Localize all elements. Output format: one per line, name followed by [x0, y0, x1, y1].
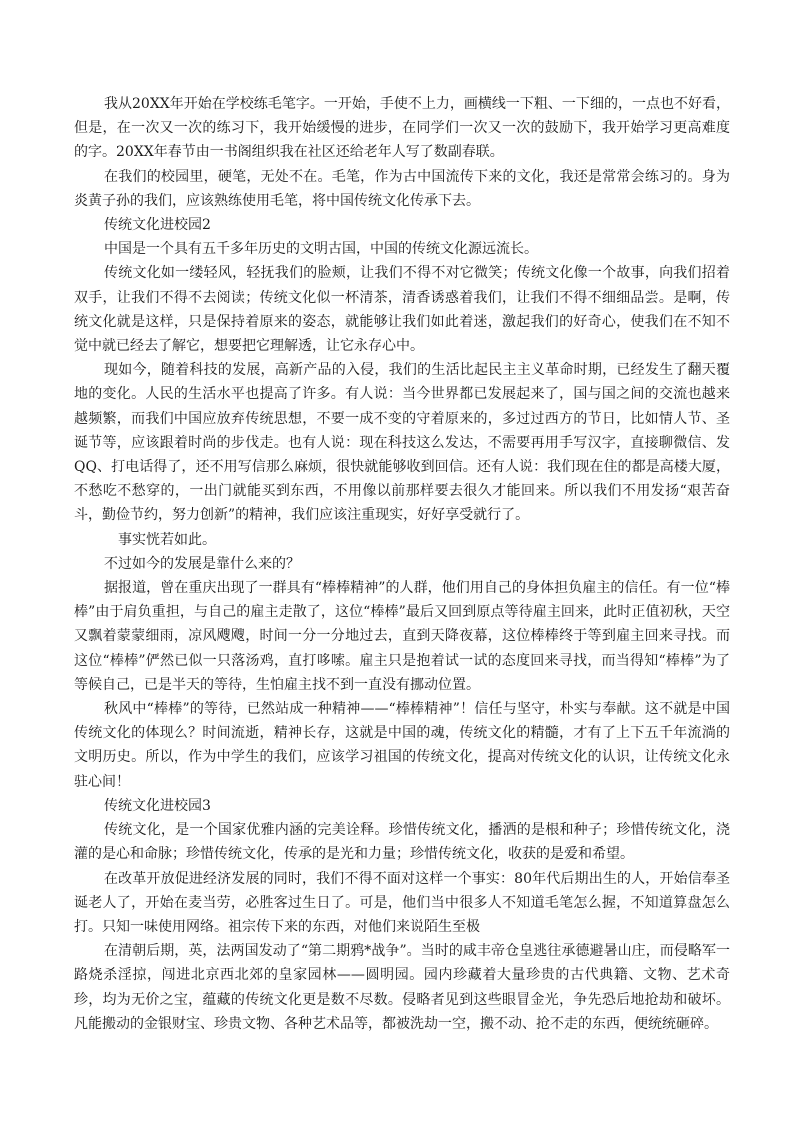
document-body — [74, 92, 730, 1036]
paragraph-brush-on-campus: 在我们的校园里，硬笔，无处不在。毛笔，作为古中国流传下来的文化，我还是常常会练习的。身为炎黄子孙的我们，应该熟练使用毛笔，将中国传统文化传承下去。 — [74, 168, 730, 209]
paragraph-ancient-civilization: 中国是一个具有五千多年历史的文明古国，中国的传统文化源远流长。 — [104, 241, 538, 258]
paragraph-reform-opening: 在改革开放促进经济发展的同时，我们不得不面对这样一个事实：80年代后期出生的人，开始信奉圣诞老人了，开始在麦当劳，必胜客过生日了。可是，他们当中很多人不知道毛笔怎么握，不知道算盘怎么打。只知一味使用网络。祖宗传下来的东西，对他们来说陌生至极 — [74, 870, 730, 935]
paragraph-bangbang-report: 据报道，曾在重庆出现了一群具有“棒棒精神”的人群，他们用自己的身体担负雇主的信任。有一位“棒棒”由于肩负重担，与自己的雇主走散了，这位“棒棒”最后又回到原点等待雇主回来，此时正值初秋，天空又飘着蒙蒙细雨，凉风飕飕，时间一分一分地过去，直到天降夜幕，这位棒棒终于等到雇主回来寻找。而这位“棒棒”俨然已似一只落汤鸡，直打哆嗦。雇主只是抱着试一试的态度回来寻找，而当得知“棒棒”为了等候自己，已是半天的等待，生怕雇主找不到一直没有挪动位置。 — [74, 580, 730, 693]
section-heading-3: 传统文化进校园3 — [104, 797, 211, 814]
paragraph-technology-development: 现如今，随着科技的发展，高新产品的入侵，我们的生活比起民主主义革命时期，已经发生了翻天覆地的变化。人民的生活水平也提高了许多。有人说：当今世界都已发展起来了，国与国之间的交流也越来越频繁，而我们中国应放弃传统思想，不要一成不变的守着原来的，多过过西方的节日，比如情人节、圣诞节等，应该跟着时尚的步伐走。也有人说：现在科技这么发达，不需要再用手写汉字，直接聊微信、发QQ、打电话得了，还不用写信那么麻烦，很快就能够收到回信。还有人说：我们现在住的都是高楼大厦，不愁吃不愁穿的，一出门就能买到东西，不用像以前那样要去很久才能回来。所以我们不用发扬“艰苦奋斗，勤俭节约，努力创新”的精神，我们应该注重现实，好好享受就行了。 — [74, 362, 730, 524]
section-heading-2: 传统文化进校园2 — [104, 217, 211, 234]
paragraph-fact-seems-so: 事实恍若如此。 — [118, 531, 216, 548]
paragraph-cherish-culture: 传统文化，是一个国家优雅内涵的完美诠释。珍惜传统文化，播洒的是根和种子；珍惜传统文化，浇灌的是心和命脉；珍惜传统文化，传承的是光和力量；珍惜传统文化，收获的是爱和希望。 — [74, 822, 730, 863]
paragraph-calligraphy-practice: 我从20XX年开始在学校练毛笔字。一开始，手使不上力，画横线一下粗、一下细的，一点也不好看，但是，在一次又一次的练习下，我开始缓慢的进步，在同学们一次又一次的鼓励下，我开始学习更高难度的字。20XX年春节由一书阁组织我在社区还给老年人写了数副春联。 — [74, 96, 730, 161]
paragraph-culture-like-breeze: 传统文化如一缕轻风，轻抚我们的脸颊，让我们不得不对它微笑；传统文化像一个故事，向我们招着双手，让我们不得不去阅读；传统文化似一杯清茶，清香诱惑着我们，让我们不得不细细品尝。是啊，传统文化就是这样，只是保持着原来的姿态，就能够让我们如此着迷，激起我们的好奇心，使我们在不知不觉中就已经去了解它，想要把它理解透，让它永存心中。 — [74, 265, 730, 355]
paragraph-question-development: 不过如今的发展是靠什么来的？ — [104, 555, 300, 572]
paragraph-qing-dynasty: 在清朝后期，英，法两国发动了“第二期鸦*战争”。当时的咸丰帝仓皇逃往承德避暑山庄，而侵略军一路烧杀淫掠，闯进北京西北郊的皇家园林——圆明园。园内珍藏着大量珍贵的古代典籍、文物、艺术奇珍，均为无价之宝，蕴藏的传统文化更是数不尽数。侵略者见到这些眼冒金光，争先恐后地抢劫和破坏。凡能搬动的金银财宝、珍贵文物、各种艺术品等，都被洗劫一空，搬不动、抢不走的东西，便统统砸碎。 — [74, 943, 730, 1032]
paragraph-bangbang-spirit: 秋风中“棒棒”的等待，已然站成一种精神——“棒棒精神”！信任与坚守，朴实与奉献。这不就是中国传统文化的体现么？时间流逝，精神长存，这就是中国的魂，传统文化的精髓，才有了上下五千年流淌的文明历史。所以，作为中学生的我们，应该学习祖国的传统文化，提高对传统文化的认识，让传统文化永驻心间！ — [74, 701, 730, 790]
